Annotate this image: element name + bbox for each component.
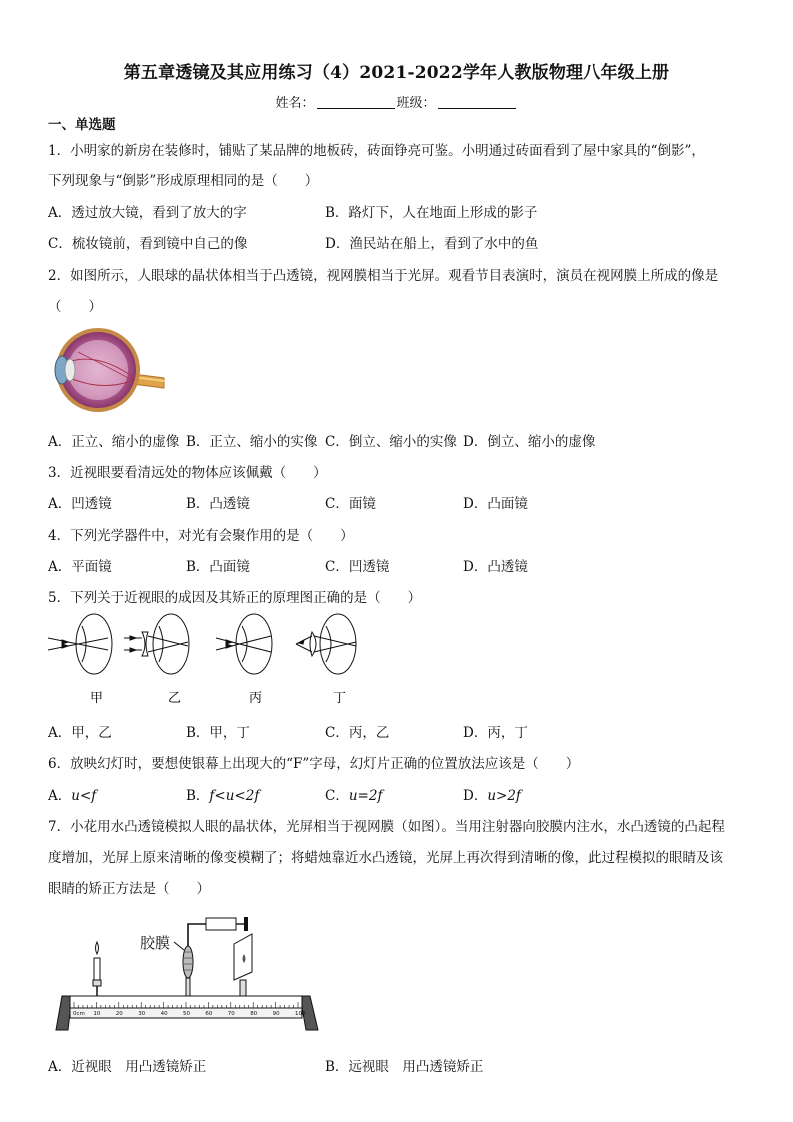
light-screen [234, 934, 252, 996]
question-4-line-1: 4．下列光学器件中，对光有会聚作用的是（ ） [48, 528, 354, 544]
option-b-prefix: B． [186, 788, 210, 804]
ruler-label: 30 [138, 1011, 146, 1017]
question-5-option-c[interactable]: C．丙，乙 [325, 725, 390, 741]
question-6-option-a[interactable] [48, 784, 96, 804]
question-6-option-b[interactable] [186, 784, 259, 804]
question-5-option-a[interactable]: A．甲，乙 [48, 725, 112, 741]
diagram-jia [48, 614, 112, 674]
option-c-math: u=2f [348, 788, 383, 804]
question-2-line-2: （ ） [48, 299, 102, 315]
ruler-label: 80 [250, 1011, 258, 1017]
question-7-line-1: 7．小花用水凸透镜模拟人眼的晶状体，光屏相当于视网膜（如图）。当用注射器向胶膜内注水，水凸透镜的凸起程 [48, 819, 725, 835]
ruler-label: 10 [93, 1011, 101, 1017]
question-3-option-d[interactable]: D．凸面镜 [463, 496, 528, 512]
question-3-option-b[interactable]: B．凸透镜 [186, 496, 250, 512]
question-6-option-c[interactable] [325, 784, 382, 804]
question-4-option-c[interactable]: C．凹透镜 [325, 559, 390, 575]
diagram-yi [124, 614, 189, 674]
ruler-label: 70 [227, 1011, 235, 1017]
question-7-line-3: 眼睛的矫正方法是（ ） [48, 881, 210, 897]
option-a-prefix: A． [48, 788, 72, 804]
question-6-option-d[interactable] [463, 784, 521, 804]
option-d-math: u>2f [487, 788, 521, 804]
name-label: 姓名： [275, 96, 315, 111]
diagram-bing [216, 614, 272, 674]
ruler-label: 60 [205, 1011, 213, 1017]
question-1-option-d[interactable]: D．渔民站在船上，看到了水中的鱼 [325, 236, 539, 252]
question-1-option-b[interactable]: B．路灯下，人在地面上形成的影子 [325, 205, 538, 221]
question-5-option-b[interactable]: B．甲，丁 [186, 725, 250, 741]
ruler-label: 40 [160, 1011, 168, 1017]
ruler-label: 20 [115, 1011, 123, 1017]
eye-correction-diagrams [46, 612, 376, 712]
membrane-label: 胶膜 [140, 934, 171, 952]
eyeball-image [48, 322, 166, 416]
question-7-option-a[interactable]: A．近视眼 用凸透镜矫正 [48, 1059, 207, 1075]
diagram-label-yi: 乙 [168, 691, 182, 706]
option-c-prefix: C． [325, 788, 349, 804]
ruler-label: 0cm [73, 1011, 85, 1017]
section-title: 一、单选题 [48, 117, 116, 133]
question-4-option-b[interactable]: B．凸面镜 [186, 559, 250, 575]
question-1-line-2: 下列现象与“倒影”形成原理相同的是（ ） [48, 173, 319, 189]
candle [93, 942, 101, 996]
question-7-option-b[interactable]: B．远视眼 用凸透镜矫正 [325, 1059, 484, 1075]
ruler-label: 50 [183, 1011, 190, 1017]
option-b-math: f<u<2f [209, 788, 260, 804]
question-4-option-d[interactable]: D．凸透镜 [463, 559, 528, 575]
option-d-prefix: D． [463, 788, 488, 804]
water-lens [140, 917, 248, 996]
diagram-label-bing: 丙 [249, 691, 263, 706]
question-5-option-d[interactable]: D．丙，丁 [463, 725, 528, 741]
question-1-option-a[interactable]: A．透过放大镜，看到了放大的字 [48, 205, 247, 221]
name-blank[interactable] [317, 96, 395, 109]
question-1-line-1: 1．小明家的新房在装修时，铺贴了某品牌的地板砖，砖面铮亮可鉴。小明通过砖面看到了屋中家具的“倒影”， [48, 143, 705, 159]
diagram-ding [296, 614, 356, 674]
question-2-option-a[interactable]: A．正立、缩小的虚像 [48, 434, 180, 450]
class-blank[interactable] [438, 96, 516, 109]
question-1-option-c[interactable]: C．梳妆镜前，看到镜中自己的像 [48, 236, 248, 252]
optical-bench [56, 996, 318, 1030]
syringe [206, 918, 236, 930]
question-4-option-a[interactable]: A．平面镜 [48, 559, 112, 575]
question-2-option-c[interactable]: C．倒立、缩小的实像 [325, 434, 457, 450]
question-2-option-b[interactable]: B．正立、缩小的实像 [186, 434, 318, 450]
name-class-line [0, 92, 793, 111]
question-5-line-1: 5．下列关于近视眼的成因及其矫正的原理图正确的是（ ） [48, 590, 422, 606]
ruler-label: 90 [272, 1011, 280, 1017]
ruler-label: 100 [295, 1011, 306, 1017]
question-3-option-c[interactable]: C．面镜 [325, 496, 376, 512]
optical-bench-figure [48, 908, 328, 1038]
diagram-label-ding: 丁 [333, 691, 347, 706]
question-2-option-d[interactable]: D．倒立、缩小的虚像 [463, 434, 596, 450]
question-6-line-1: 6．放映幻灯时，要想使银幕上出现大的“F”字母，幻灯片正确的位置放法应该是（ ） [48, 756, 580, 772]
question-2-line-1: 2．如图所示，人眼球的晶状体相当于凸透镜，视网膜相当于光屏。观看节目表演时，演员在视网膜上所成的像是 [48, 268, 719, 284]
page-title: 第五章透镜及其应用练习（4）2021-2022学年人教版物理八年级上册 [123, 63, 670, 83]
diagram-label-jia: 甲 [90, 691, 104, 706]
question-3-option-a[interactable]: A．凹透镜 [48, 496, 112, 512]
question-7-line-2: 度增加，光屏上原来清晰的像变模糊了；将蜡烛靠近水凸透镜，光屏上再次得到清晰的像，此过程模拟的眼睛及该 [48, 850, 723, 866]
option-a-math: u<f [71, 788, 97, 804]
question-3-line-1: 3．近视眼要看清远处的物体应该佩戴（ ） [48, 465, 327, 481]
class-label: 班级： [396, 96, 436, 111]
